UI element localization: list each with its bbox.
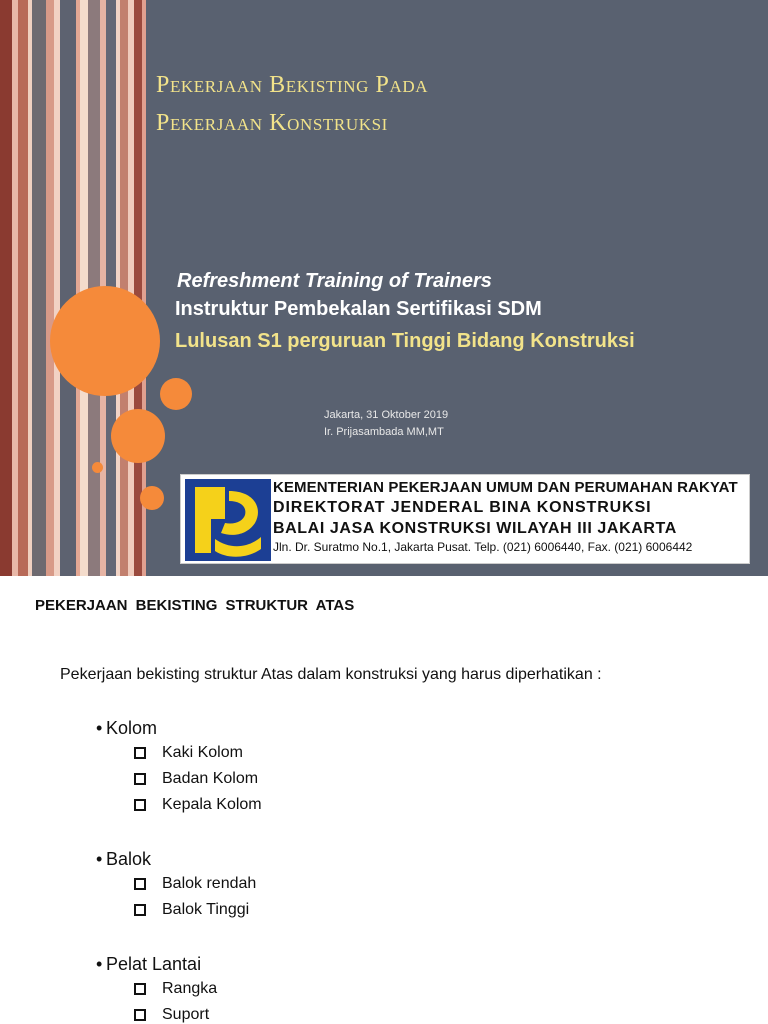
stripe <box>134 0 142 576</box>
bullet-icon: • <box>96 954 103 974</box>
slide-meta <box>324 407 448 441</box>
list-item <box>134 792 262 818</box>
section-kolom <box>96 716 262 818</box>
document-body <box>0 576 768 1024</box>
document-heading: PEKERJAAN BEKISTING STRUKTUR ATAS <box>35 597 355 614</box>
section-title-text: Balok <box>106 849 152 869</box>
banner-office: BALAI JASA KONSTRUKSI WILAYAH III JAKARTA <box>273 520 677 537</box>
list-item <box>134 740 262 766</box>
checkbox-icon <box>134 983 146 995</box>
decorative-circle <box>140 486 164 510</box>
list-item <box>134 976 217 1002</box>
stripe <box>0 0 12 576</box>
decorative-circle <box>50 286 160 396</box>
checkbox-icon <box>134 904 146 916</box>
list-item-label: Badan Kolom <box>162 770 259 787</box>
stripe <box>32 0 46 576</box>
slide-subtitle: Lulusan S1 perguruan Tinggi Bidang Konstruksi <box>175 330 635 352</box>
pupr-logo-icon <box>185 479 271 561</box>
slide-presenter: Ir. Prijasambada MM,MT <box>324 426 444 438</box>
decorative-circle <box>160 378 192 410</box>
checkbox-icon <box>134 1009 146 1021</box>
checkbox-icon <box>134 773 146 785</box>
slide-date: Jakarta, 31 Oktober 2019 <box>324 409 449 421</box>
stripe <box>46 0 54 576</box>
list-item-label: Suport <box>162 1006 210 1023</box>
stripe <box>60 0 76 576</box>
bullet-icon: • <box>96 718 103 738</box>
bullet-icon: • <box>96 849 103 869</box>
slide-title <box>156 66 756 142</box>
section-title <box>96 716 262 740</box>
checkbox-icon <box>134 878 146 890</box>
list-item <box>134 897 256 923</box>
section-title <box>96 952 217 976</box>
slide-title-line: Pekerjaan Konstruksi <box>156 110 388 136</box>
list-item <box>134 871 256 897</box>
list-item-label: Balok Tinggi <box>162 901 250 918</box>
list-item-label: Kaki Kolom <box>162 744 243 761</box>
list-item-label: Balok rendah <box>162 875 257 892</box>
list-item <box>134 766 262 792</box>
list-item <box>134 1002 217 1024</box>
decorative-circle <box>111 409 165 463</box>
decorative-stripes <box>0 0 146 576</box>
decorative-circle <box>92 462 103 473</box>
section-pelat-lantai <box>96 952 217 1024</box>
slide-subtitle: Instruktur Pembekalan Sertifikasi SDM <box>175 298 542 320</box>
checkbox-icon <box>134 799 146 811</box>
document-intro: Pekerjaan bekisting struktur Atas dalam konstruksi yang harus diperhatikan : <box>60 666 602 683</box>
checkbox-icon <box>134 747 146 759</box>
banner-text <box>273 478 747 556</box>
slide-subtitle: Refreshment Training of Trainers <box>177 270 492 292</box>
section-title-text: Pelat Lantai <box>106 954 202 974</box>
slide-title-line: Pekerjaan Bekisting Pada <box>156 72 429 98</box>
section-title-text: Kolom <box>106 718 158 738</box>
banner-directorate: DIREKTORAT JENDERAL BINA KONSTRUKSI <box>273 499 652 516</box>
institution-banner <box>180 474 750 564</box>
section-title <box>96 847 256 871</box>
list-item-label: Kepala Kolom <box>162 796 262 813</box>
section-balok <box>96 847 256 923</box>
banner-address: Jln. Dr. Suratmo No.1, Jakarta Pusat. Telp. (021) 6006440, Fax. (021) 6006442 <box>273 540 693 554</box>
stripe <box>18 0 28 576</box>
banner-ministry: KEMENTERIAN PEKERJAAN UMUM DAN PERUMAHAN RAKYAT <box>273 479 738 496</box>
list-item-label: Rangka <box>162 980 218 997</box>
